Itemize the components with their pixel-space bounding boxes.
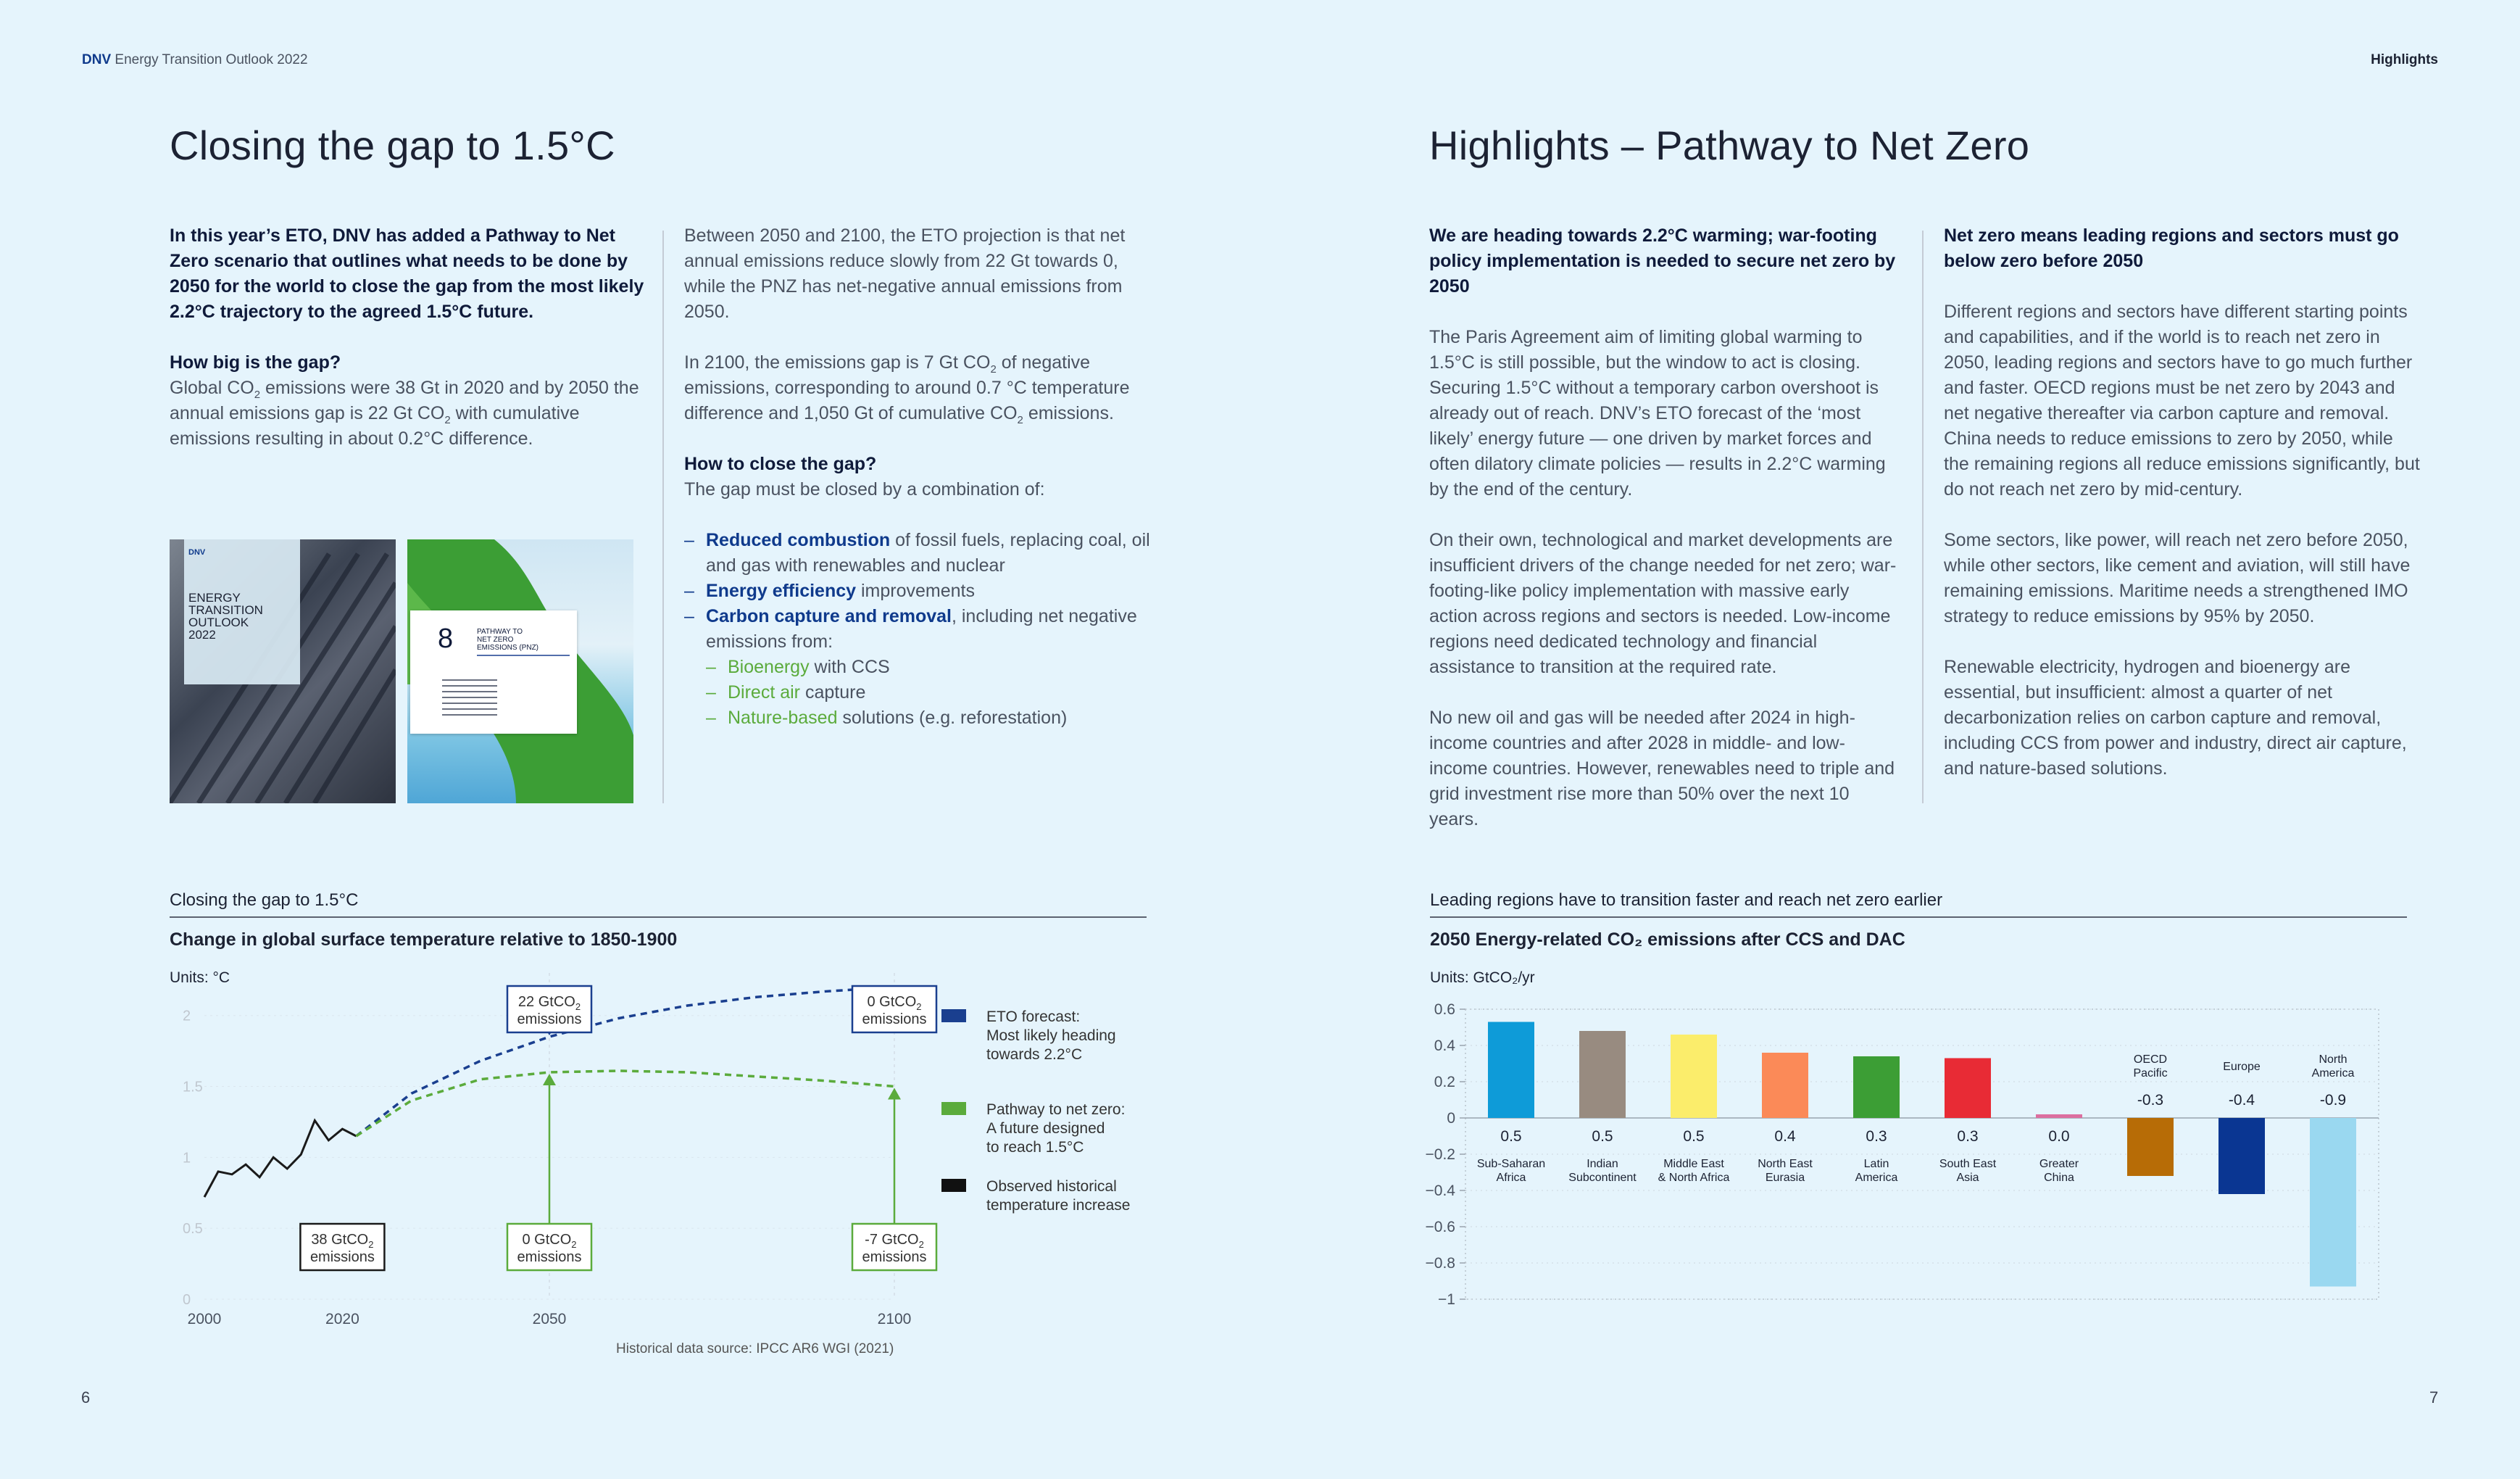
bar-value-label: 0.5	[1500, 1128, 1522, 1145]
close-gap-heading: How to close the gap?	[684, 454, 877, 474]
x-tick-label: 2100	[877, 1311, 912, 1327]
column-divider	[662, 231, 664, 803]
bullet-text: , including net negative emissions from:	[706, 606, 1137, 652]
section-label: Highlights	[2371, 52, 2438, 67]
bullet-text: of fossil fuels, replacing coal, oil and gas with renewables and nuclear	[706, 530, 1150, 576]
brand-name: DNV	[82, 52, 112, 67]
callout-unit-label: emissions	[862, 1249, 927, 1265]
bar	[2218, 1118, 2265, 1194]
bullet-emphasis: Reduced combustion	[706, 530, 891, 550]
gap-size-text: Global $CO_2$ emissions were 38 Gt in 2020 and by 2050 the annual emissions gap is 22 Gt $CO_2$ with cumulative emissions resulting in about 0.2°C difference.	[170, 378, 639, 449]
publication-name: Energy Transition Outlook 2022	[115, 52, 308, 67]
measures-list	[684, 528, 1163, 731]
temperature-chart	[170, 942, 1155, 1367]
left-chart-subtitle: Change in global surface temperature relative to 1850-1900	[170, 929, 678, 950]
cover-line: ENERGY	[188, 591, 241, 605]
y-tick-label: 0.6	[1434, 1001, 1455, 1018]
left-page-title: Closing the gap to 1.5°C	[170, 123, 615, 168]
category-label: Africa	[1496, 1172, 1526, 1184]
sectors-text: Some sectors, like power, will reach net zero before 2050, while other sectors, like cement and aviation, will still have remaining emissions. Maritime needs a strengthened IMO strategy to reduce emissions by 95% by 2050.	[1944, 530, 2411, 626]
cover-logo: DNV	[188, 548, 206, 557]
right-chart-subtitle: 2050 Energy-related CO₂ emissions after CCS and DAC	[1430, 929, 1905, 950]
y-tick-label: 0	[1447, 1110, 1455, 1127]
right-page-title: Highlights – Pathway to Net Zero	[1429, 123, 2030, 168]
right-chart-units: Units: GtCO₂/yr	[1430, 969, 1535, 986]
warming-heading: We are heading towards 2.2°C warming; war-footing policy implementation is needed to secure net zero by 2050	[1429, 225, 1896, 297]
list-item: – Carbon capture and removal, including net negative emissions from:	[684, 606, 1137, 652]
y-tick-label: 2	[183, 1008, 191, 1024]
list-item: – Direct air capture	[706, 682, 866, 703]
chapter-line: PATHWAY TO	[477, 628, 523, 636]
sub-bullet-emphasis: Direct air	[728, 682, 801, 703]
left-chart-units: Units: °C	[170, 969, 230, 986]
legend-label: A future designed	[986, 1120, 1105, 1137]
bar-value-label: -0.4	[2228, 1092, 2255, 1109]
bar-value-label: 0.3	[1866, 1128, 1887, 1145]
bar	[1853, 1056, 1900, 1118]
chapter-line: EMISSIONS (PNZ)	[477, 644, 539, 652]
category-label: America	[1855, 1172, 1898, 1184]
report-cover-image	[170, 539, 396, 803]
callout-value-label: 0 GtCO$_2$	[522, 1232, 577, 1250]
emissions-2050-2100-text: Between 2050 and 2100, the ETO projection is that net annual emissions reduce slowly from 22 Gt towards 0, while the PNZ has net-negative annual emissions from 2050.	[684, 225, 1126, 322]
list-item: – Reduced combustion of fossil fuels, replacing coal, oil and gas with renewables and nuclear	[684, 530, 1150, 576]
category-label: Asia	[1956, 1172, 1979, 1184]
solar-panels-illustration	[170, 539, 396, 803]
bar-value-label: -0.9	[2319, 1092, 2347, 1109]
sub-bullet-text: with CCS	[809, 657, 890, 677]
x-tick-label: 2020	[325, 1311, 359, 1327]
right-column-1	[1429, 223, 1900, 832]
category-label: America	[2311, 1067, 2355, 1080]
left-column-1	[170, 223, 648, 452]
bar	[2036, 1114, 2082, 1118]
bar-value-label: 0.5	[1592, 1128, 1613, 1145]
right-page-number: 7	[2429, 1388, 2439, 1406]
category-label: OECD	[2133, 1053, 2168, 1066]
sub-bullet-emphasis: Nature-based	[728, 708, 838, 728]
legend-swatch	[941, 1102, 966, 1115]
legend-label: towards 2.2°C	[986, 1046, 1083, 1063]
category-label: Latin	[1863, 1158, 1889, 1170]
list-item: – Energy efficiency improvements	[684, 581, 975, 601]
y-tick-label: −0.4	[1425, 1182, 1455, 1199]
list-item: – Nature-based solutions (e.g. reforestation)	[706, 708, 1068, 728]
category-label: Europe	[2223, 1061, 2261, 1073]
bar-value-label: 0.4	[1774, 1128, 1796, 1145]
bar-value-label: 0.3	[1957, 1128, 1979, 1145]
cover-line: TRANSITION	[188, 603, 263, 617]
legend-label: Observed historical	[986, 1178, 1117, 1195]
running-header	[82, 52, 308, 68]
bar	[2310, 1118, 2356, 1287]
callout-value-label: 22 GtCO$_2$	[517, 994, 581, 1012]
pnz-cover-image	[407, 539, 633, 803]
left-column-2	[684, 223, 1163, 731]
legend-label: temperature increase	[986, 1197, 1131, 1214]
bar	[1762, 1053, 1808, 1118]
callout-unit-label: emissions	[309, 1249, 375, 1265]
oil-gas-text: No new oil and gas will be needed after 2024 in high-income countries and after 2028 in middle- and low-income countries. However, renewables need to triple and grid investment rise more than 50% over the next 10 years.	[1429, 708, 1895, 829]
left-chart-title: Closing the gap to 1.5°C	[170, 890, 359, 910]
category-label: South East	[1939, 1158, 1997, 1170]
pnz-arrow-head	[888, 1088, 901, 1100]
p3-c: emissions.	[1023, 403, 1114, 423]
cover-line: 2022	[188, 628, 216, 642]
y-tick-label: 1.5	[183, 1079, 203, 1095]
y-tick-label: 0.5	[183, 1221, 203, 1238]
bullet-emphasis: Carbon capture and removal	[706, 606, 952, 626]
category-label: China	[2044, 1172, 2074, 1184]
bar	[1488, 1022, 1534, 1119]
pnz-arrow-head	[543, 1074, 556, 1085]
gap-text-a: Global CO	[170, 378, 254, 398]
bar	[1945, 1058, 1991, 1119]
chart-source: Historical data source: IPCC AR6 WGI (2021)	[616, 1341, 894, 1356]
sub-bullet-emphasis: Bioenergy	[728, 657, 810, 677]
legend-swatch	[941, 1009, 966, 1022]
series-line	[204, 1120, 356, 1197]
bar	[2127, 1118, 2174, 1176]
x-tick-label: 2000	[187, 1311, 222, 1327]
category-label: Sub-Saharan	[1476, 1158, 1546, 1170]
left-lead-paragraph: In this year’s ETO, DNV has added a Pathway to Net Zero scenario that outlines what needs to be done by 2050 for the world to close the gap from the most likely 2.2°C trajectory to the agreed 1.5°C future.	[170, 225, 644, 322]
sub-bullet-text: capture	[800, 682, 866, 703]
net-zero-heading: Net zero means leading regions and sectors must go below zero before 2050	[1944, 225, 2399, 271]
emissions-bar-chart	[1421, 993, 2392, 1312]
callout-value-label: -7 GtCO$_2$	[865, 1232, 924, 1250]
legend-label: ETO forecast:	[986, 1008, 1081, 1025]
y-tick-label: 1	[183, 1150, 191, 1167]
cover-line: OUTLOOK	[188, 616, 249, 629]
bar	[1671, 1035, 1717, 1118]
legend-label: Most likely heading	[986, 1027, 1116, 1044]
left-chart-rule	[170, 916, 1147, 918]
y-tick-label: −0.6	[1425, 1219, 1455, 1235]
bar	[1579, 1031, 1626, 1118]
legend-label: Pathway to net zero:	[986, 1101, 1126, 1118]
legend-swatch	[941, 1179, 966, 1192]
emissions-2100-text: In 2100, the emissions gap is 7 Gt $CO_2$ of negative emissions, corresponding to around 0.7 °C temperature difference and 1,050 Gt of cumulative $CO_2$ emissions.	[684, 352, 1130, 426]
chapter-line: NET ZERO	[477, 636, 514, 644]
chapter-card	[410, 610, 577, 734]
gap-size-heading: How big is the gap?	[170, 352, 341, 373]
right-column-divider	[1922, 231, 1924, 803]
callout-unit-label: emissions	[862, 1011, 927, 1027]
gap-text-b: emissions were 38 Gt in 2020 and by 2050 the annual emissions gap is 22 Gt CO	[170, 378, 639, 423]
category-label: Subcontinent	[1568, 1172, 1637, 1184]
left-page-number: 6	[81, 1388, 91, 1406]
bullet-text: improvements	[856, 581, 975, 601]
bar-value-label: 0.5	[1683, 1128, 1705, 1145]
right-chart-title: Leading regions have to transition faster and reach net zero earlier	[1430, 890, 1943, 910]
series-line	[356, 987, 894, 1136]
bar-value-label: -0.3	[2137, 1092, 2164, 1109]
toc-lines-illustration	[410, 610, 577, 734]
right-column-2	[1944, 223, 2422, 782]
p3-a: In 2100, the emissions gap is 7 Gt CO	[684, 352, 991, 373]
bar-value-label: 0.0	[2048, 1128, 2070, 1145]
policy-text: On their own, technological and market developments are insufficient drivers of the change needed for net zero; war-footing-like policy implementation with massive early action across regions and sectors is needed. Low-income regions need dedicated technology and financial assistance to transition at the required rate.	[1429, 530, 1897, 677]
callout-value-label: 0 GtCO$_2$	[867, 994, 922, 1012]
x-tick-label: 2050	[532, 1311, 567, 1327]
category-label: Indian	[1587, 1158, 1618, 1170]
category-label: North East	[1758, 1158, 1813, 1170]
category-label: North	[2319, 1053, 2348, 1066]
list-item: – Bioenergy with CCS	[706, 657, 890, 677]
p3-b: of negative emissions, corresponding to around 0.7 °C temperature difference and 1,050 Gt of cumulative CO	[684, 352, 1130, 423]
category-label: Greater	[2039, 1158, 2079, 1170]
category-label: Pacific	[2133, 1067, 2168, 1080]
callout-unit-label: emissions	[517, 1011, 582, 1027]
gap-text-c: with cumulative emissions resulting in about 0.2°C difference.	[170, 403, 580, 449]
paris-agreement-text: The Paris Agreement aim of limiting global warming to 1.5°C is still possible, but the window to act is closing. Securing 1.5°C without a temporary carbon overshoot is already out of reach. DNV’s ETO forecast of the ‘most likely’ energy future — one driven by market forces and often dilatory climate policies — results in 2.2°C warming by the end of the century.	[1429, 327, 1886, 500]
chapter-number: 8	[438, 624, 454, 654]
regions-text: Different regions and sectors have different starting points and capabilities, and if the world is to reach net zero in 2050, leading regions and sectors have to go much further and faster. OECD regions must be net zero by 2043 and net negative thereafter via carbon capture and removal. China needs to reduce emissions to zero by 2050, while the remaining regions all reduce emissions significantly, but do not reach net zero by mid-century.	[1944, 302, 2420, 500]
right-chart-rule	[1430, 916, 2407, 918]
y-tick-label: 0.2	[1434, 1074, 1455, 1090]
legend-label: to reach 1.5°C	[986, 1139, 1084, 1156]
y-tick-label: 0.4	[1434, 1037, 1455, 1054]
category-label: & North Africa	[1658, 1172, 1730, 1184]
renewables-text: Renewable electricity, hydrogen and bioenergy are essential, but insufficient: almost a quarter of net decarbonization relies on carbon capture and removal, including CCS from power and industry, direct air capture, and nature-based solutions.	[1944, 657, 2407, 779]
callout-unit-label: emissions	[517, 1249, 582, 1265]
callout-value-label: 38 GtCO$_2$	[311, 1232, 374, 1250]
cover-title	[188, 592, 263, 641]
bullet-emphasis: Energy efficiency	[706, 581, 857, 601]
y-tick-label: −0.2	[1425, 1146, 1455, 1163]
category-label: Middle East	[1663, 1158, 1724, 1170]
y-tick-label: −0.8	[1425, 1255, 1455, 1272]
close-gap-text: The gap must be closed by a combination of:	[684, 479, 1045, 500]
y-tick-label: −1	[1438, 1291, 1455, 1308]
category-label: Eurasia	[1765, 1172, 1805, 1184]
sub-bullet-text: solutions (e.g. reforestation)	[837, 708, 1068, 728]
y-tick-label: 0	[183, 1292, 191, 1308]
